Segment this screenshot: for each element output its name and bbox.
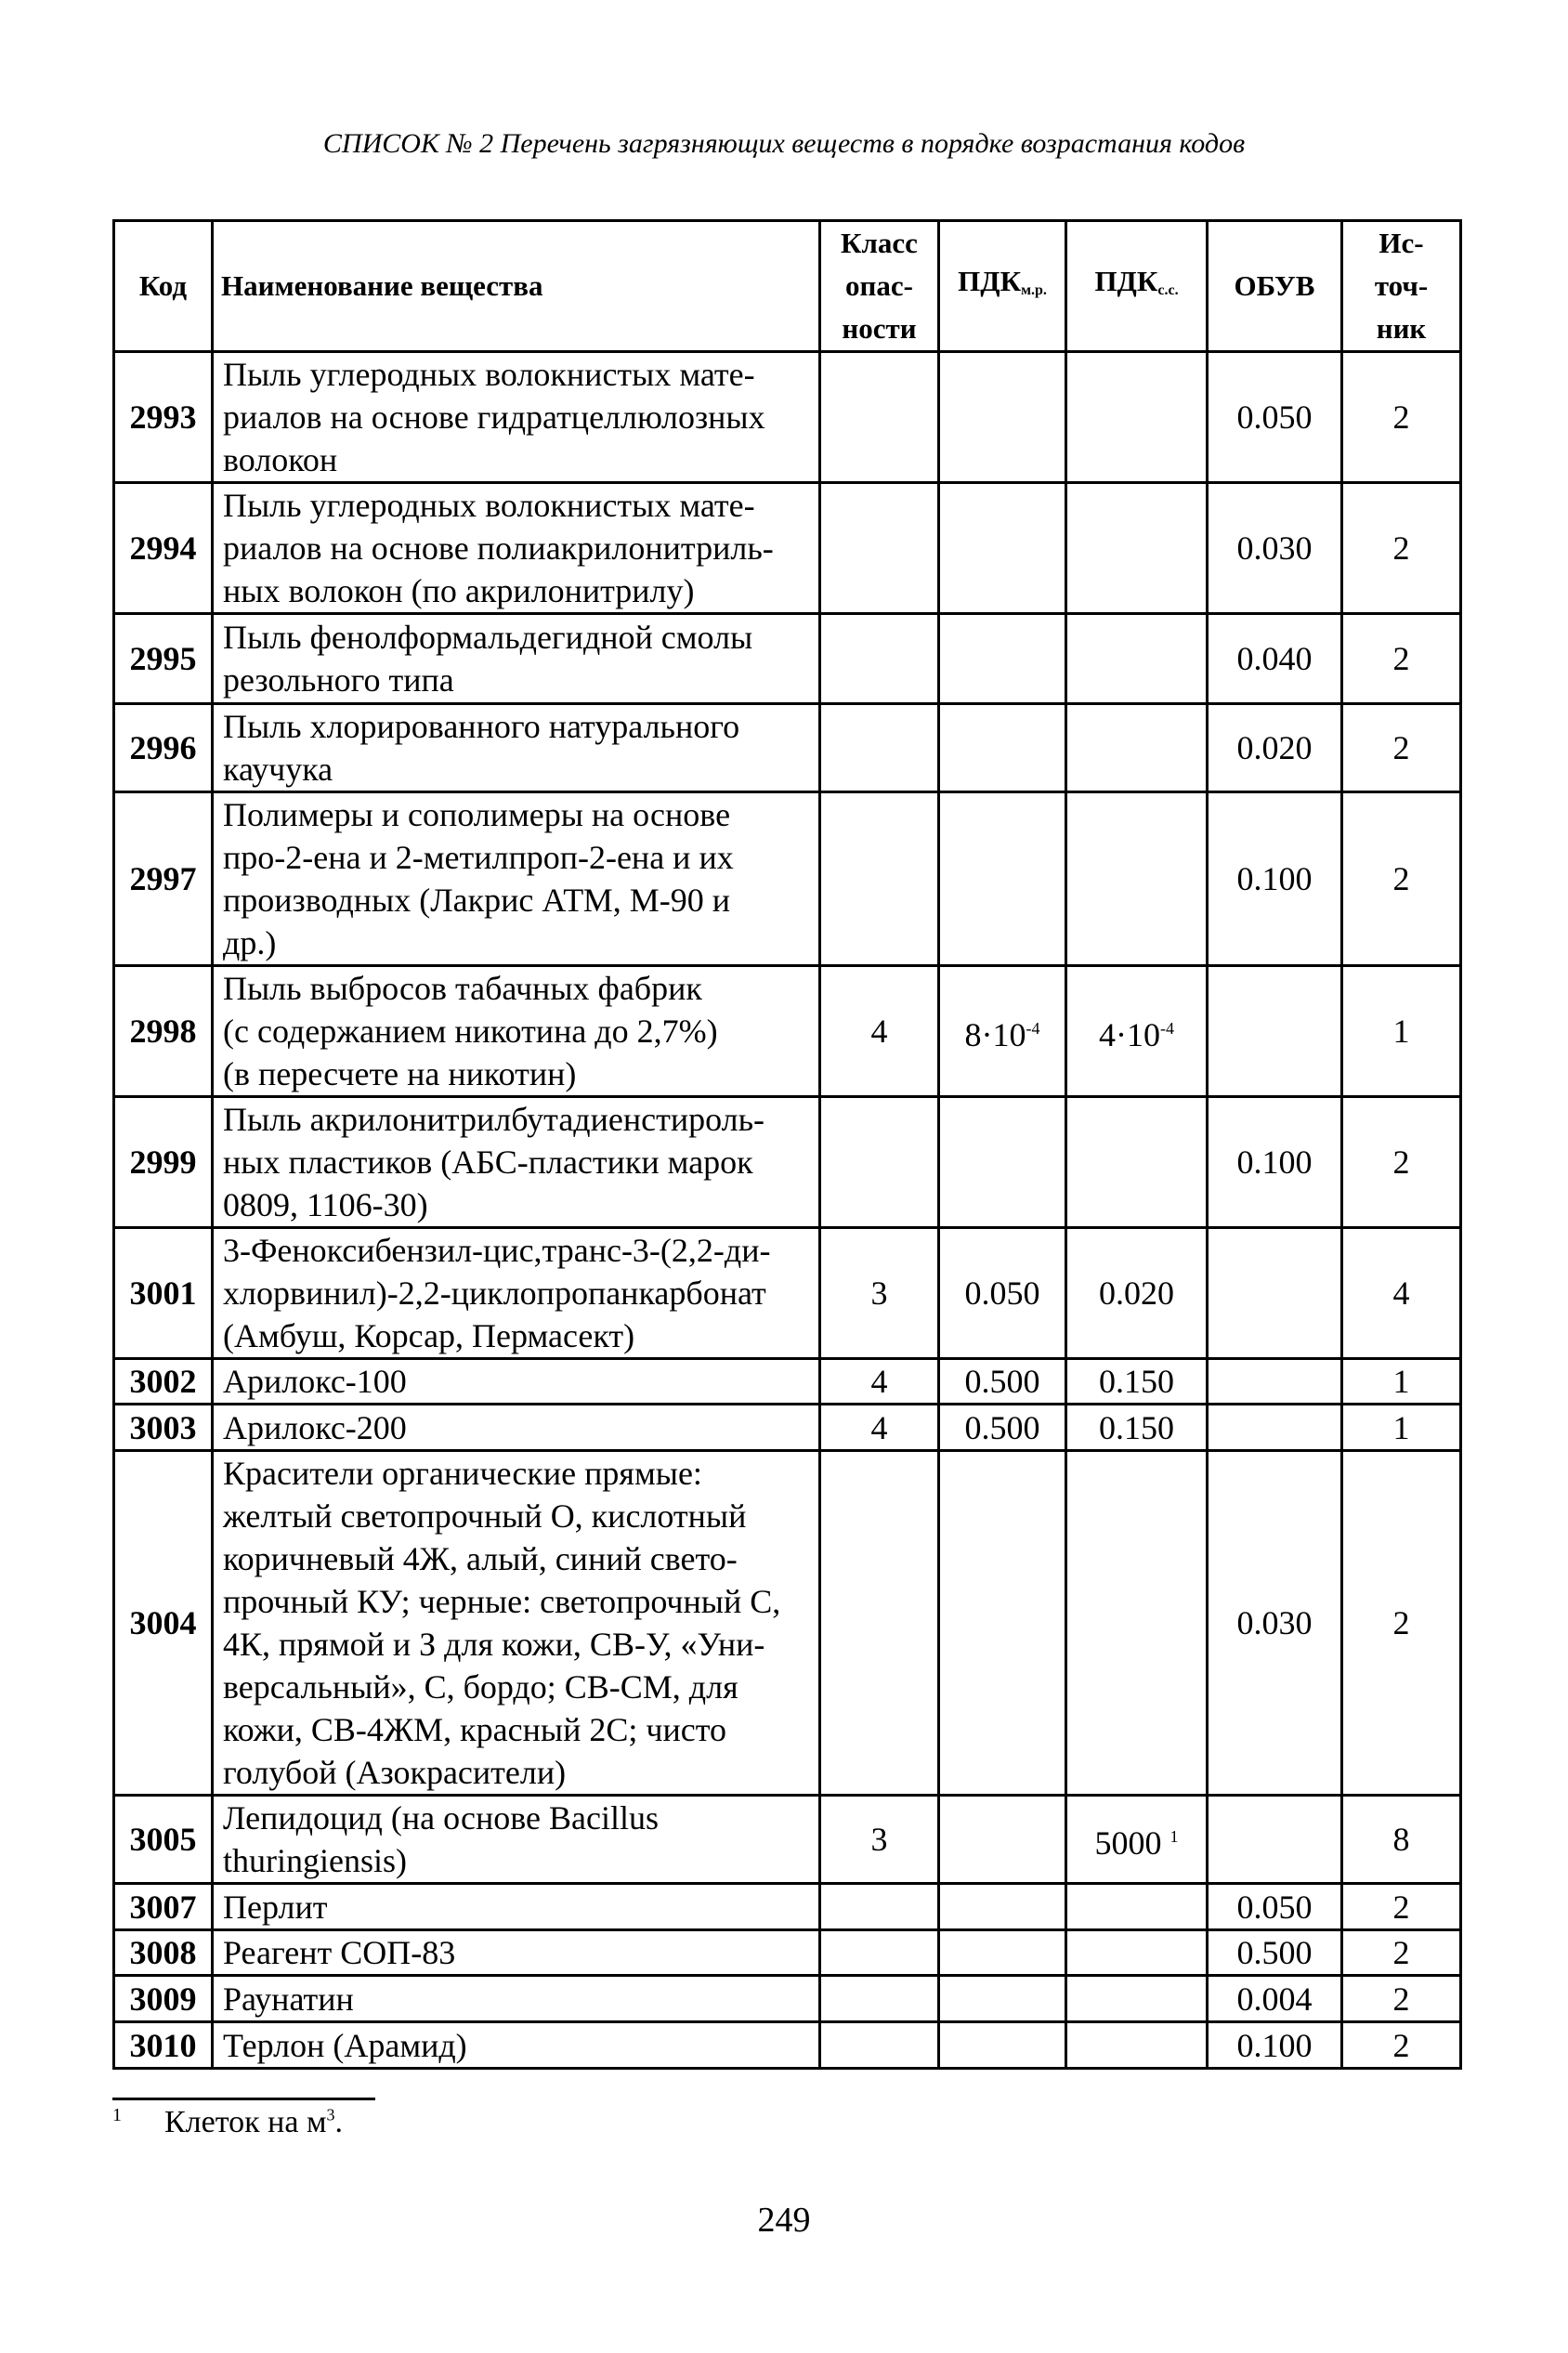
cell-code: 2995 [114,614,213,704]
cell-source: 1 [1342,1359,1461,1405]
cell-name: Перлит [213,1884,820,1930]
cell-pdk-ss [1066,1930,1208,1976]
cell-name: Раунатин [213,1976,820,2022]
cell-name: Терлон (Арамид) [213,2022,820,2069]
table-row [114,352,1461,483]
substances-table [112,219,1462,2070]
cell-pdk-mr [939,614,1066,704]
cell-pdk-ss [1066,1884,1208,1930]
cell-pdk-mr [939,352,1066,483]
cell-class: 4 [820,1405,939,1451]
cell-class [820,1976,939,2022]
cell-pdk-mr [939,1930,1066,1976]
cell-name: Арилокс-100 [213,1359,820,1405]
cell-pdk-mr [939,2022,1066,2069]
cell-class [820,1930,939,1976]
header-obuv: ОБУВ [1208,221,1342,352]
cell-code: 3003 [114,1405,213,1451]
cell-class [820,792,939,966]
cell-obuv: 0.020 [1208,704,1342,792]
cell-source: 2 [1342,792,1461,966]
cell-obuv: 0.040 [1208,614,1342,704]
table-row [114,1359,1461,1405]
cell-name: Реагент СОП-83 [213,1930,820,1976]
cell-pdk-mr [939,792,1066,966]
cell-pdk-ss [1066,2022,1208,2069]
cell-pdk-ss [1066,704,1208,792]
cell-name: Арилокс-200 [213,1405,820,1451]
cell-code: 3002 [114,1359,213,1405]
cell-obuv: 0.500 [1208,1930,1342,1976]
cell-source: 2 [1342,1097,1461,1228]
cell-source: 1 [1342,1405,1461,1451]
cell-code: 2993 [114,352,213,483]
cell-code: 3009 [114,1976,213,2022]
cell-class [820,1884,939,1930]
header-pdk-mr: $ПДК_{м.р.}$ [939,221,1066,352]
cell-obuv: 0.050 [1208,1884,1342,1930]
cell-source: 2 [1342,483,1461,614]
table-row [114,1796,1461,1884]
table-row [114,704,1461,792]
cell-pdk-mr [939,1097,1066,1228]
page-title: СПИСОК № 2 Перечень загрязняющих веществ в порядке возрастания кодов [322,128,1246,159]
cell-source: 2 [1342,1976,1461,2022]
table-row [114,966,1461,1097]
table-row [114,614,1461,704]
cell-obuv [1208,1359,1342,1405]
cell-code: 3010 [114,2022,213,2069]
cell-pdk-ss [1066,614,1208,704]
cell-code: 3001 [114,1228,213,1359]
cell-code: 2998 [114,966,213,1097]
cell-pdk-ss: $4\cdot 10^{-4}$ [1066,966,1208,1097]
cell-pdk-ss [1066,792,1208,966]
cell-code: 3005 [114,1796,213,1884]
footnote: $^1$ Клеток на $м^3$. [112,2105,343,2139]
cell-class: 4 [820,1359,939,1405]
cell-pdk-ss: 5000 $^1$ [1066,1796,1208,1884]
cell-pdk-mr: $8\cdot 10^{-4}$ [939,966,1066,1097]
header-class: Класс опас- ности [820,221,939,352]
cell-class [820,1097,939,1228]
cell-pdk-mr [939,1884,1066,1930]
cell-pdk-mr [939,1976,1066,2022]
table-row [114,483,1461,614]
cell-pdk-ss [1066,1976,1208,2022]
table-row [114,1884,1461,1930]
cell-class [820,1451,939,1796]
cell-pdk-ss: 0.150 [1066,1405,1208,1451]
cell-code: 2999 [114,1097,213,1228]
cell-code: 3004 [114,1451,213,1796]
header-row [114,221,1461,352]
cell-obuv: 0.004 [1208,1976,1342,2022]
cell-pdk-ss: 0.150 [1066,1359,1208,1405]
cell-pdk-mr [939,704,1066,792]
cell-obuv: 0.100 [1208,1097,1342,1228]
cell-source: 2 [1342,1884,1461,1930]
cell-pdk-mr [939,1796,1066,1884]
cell-class: 4 [820,966,939,1097]
header-code: Код [114,221,213,352]
cell-class: 3 [820,1228,939,1359]
cell-obuv: 0.100 [1208,2022,1342,2069]
cell-pdk-ss [1066,1097,1208,1228]
cell-name: Пыль выбросов табачных фабрик (с содержанием никотина до 2,7%) (в пересчете на никотин) [213,966,820,1097]
cell-pdk-mr: 0.050 [939,1228,1066,1359]
table-row [114,1097,1461,1228]
cell-name: Полимеры и сополимеры на основе про-2-ена и 2-метилпроп-2-ена и их производных (Лакрис АТМ, М-90 и др.) [213,792,820,966]
header-pdk-ss: $ПДК_{с.с.}$ [1066,221,1208,352]
cell-name: Лепидоцид (на основе Bacillus thuringiensis) [213,1796,820,1884]
cell-class [820,704,939,792]
cell-name: 3-Феноксибензил-цис,транс-3-(2,2-ди- хлорвинил)-2,2-циклопропанкарбонат (Амбуш, Корсар, Пермасект) [213,1228,820,1359]
footnote-divider [112,2098,375,2100]
cell-source: 4 [1342,1228,1461,1359]
cell-pdk-mr: 0.500 [939,1359,1066,1405]
cell-source: 1 [1342,966,1461,1097]
cell-source: 2 [1342,1930,1461,1976]
cell-code: 3007 [114,1884,213,1930]
cell-code: 2997 [114,792,213,966]
cell-code: 2996 [114,704,213,792]
table-row [114,1930,1461,1976]
cell-class: 3 [820,1796,939,1884]
table-row [114,1405,1461,1451]
cell-name: Красители органические прямые: желтый светопрочный О, кислотный коричневый 4Ж, алый, синий свето- прочный КУ; черные: светопрочный С, 4К, прямой и З для кожи, СВ-У, «Уни- версальный», С, бордо; СВ-СМ, для кожи, СВ-4ЖМ, красный 2С; чисто голубой (Азокрасители) [213,1451,820,1796]
cell-source: 2 [1342,1451,1461,1796]
cell-source: 8 [1342,1796,1461,1884]
cell-class [820,483,939,614]
cell-name: Пыль акрилонитрилбутадиенстироль- ных пластиков (АБС-пластики марок 0809, 1106-30) [213,1097,820,1228]
table-row [114,1976,1461,2022]
cell-source: 2 [1342,614,1461,704]
cell-pdk-mr: 0.500 [939,1405,1066,1451]
cell-obuv [1208,1796,1342,1884]
cell-pdk-ss [1066,1451,1208,1796]
table-row [114,792,1461,966]
cell-name: Пыль хлорированного натурального каучука [213,704,820,792]
table-row [114,2022,1461,2069]
cell-pdk-ss: 0.020 [1066,1228,1208,1359]
cell-class [820,352,939,483]
cell-source: 2 [1342,352,1461,483]
cell-obuv [1208,1228,1342,1359]
page-number: 249 [757,2201,811,2240]
cell-class [820,614,939,704]
header-source: Ис- точ- ник [1342,221,1461,352]
cell-code: 3008 [114,1930,213,1976]
cell-pdk-ss [1066,352,1208,483]
cell-pdk-mr [939,1451,1066,1796]
cell-name: Пыль фенолформальдегидной смолы резольного типа [213,614,820,704]
header-name: Наименование вещества [213,221,820,352]
cell-pdk-ss [1066,483,1208,614]
cell-obuv: 0.100 [1208,792,1342,966]
cell-code: 2994 [114,483,213,614]
table-row [114,1228,1461,1359]
table-row [114,1451,1461,1796]
cell-pdk-mr [939,483,1066,614]
cell-obuv [1208,1405,1342,1451]
cell-name: Пыль углеродных волокнистых мате- риалов на основе гидратцеллюлозных волокон [213,352,820,483]
cell-name: Пыль углеродных волокнистых мате- риалов на основе полиакрилонитриль- ных волокон (по акрилонитрилу) [213,483,820,614]
cell-source: 2 [1342,2022,1461,2069]
cell-source: 2 [1342,704,1461,792]
cell-class [820,2022,939,2069]
cell-obuv: 0.030 [1208,483,1342,614]
cell-obuv: 0.030 [1208,1451,1342,1796]
cell-obuv [1208,966,1342,1097]
cell-obuv: 0.050 [1208,352,1342,483]
